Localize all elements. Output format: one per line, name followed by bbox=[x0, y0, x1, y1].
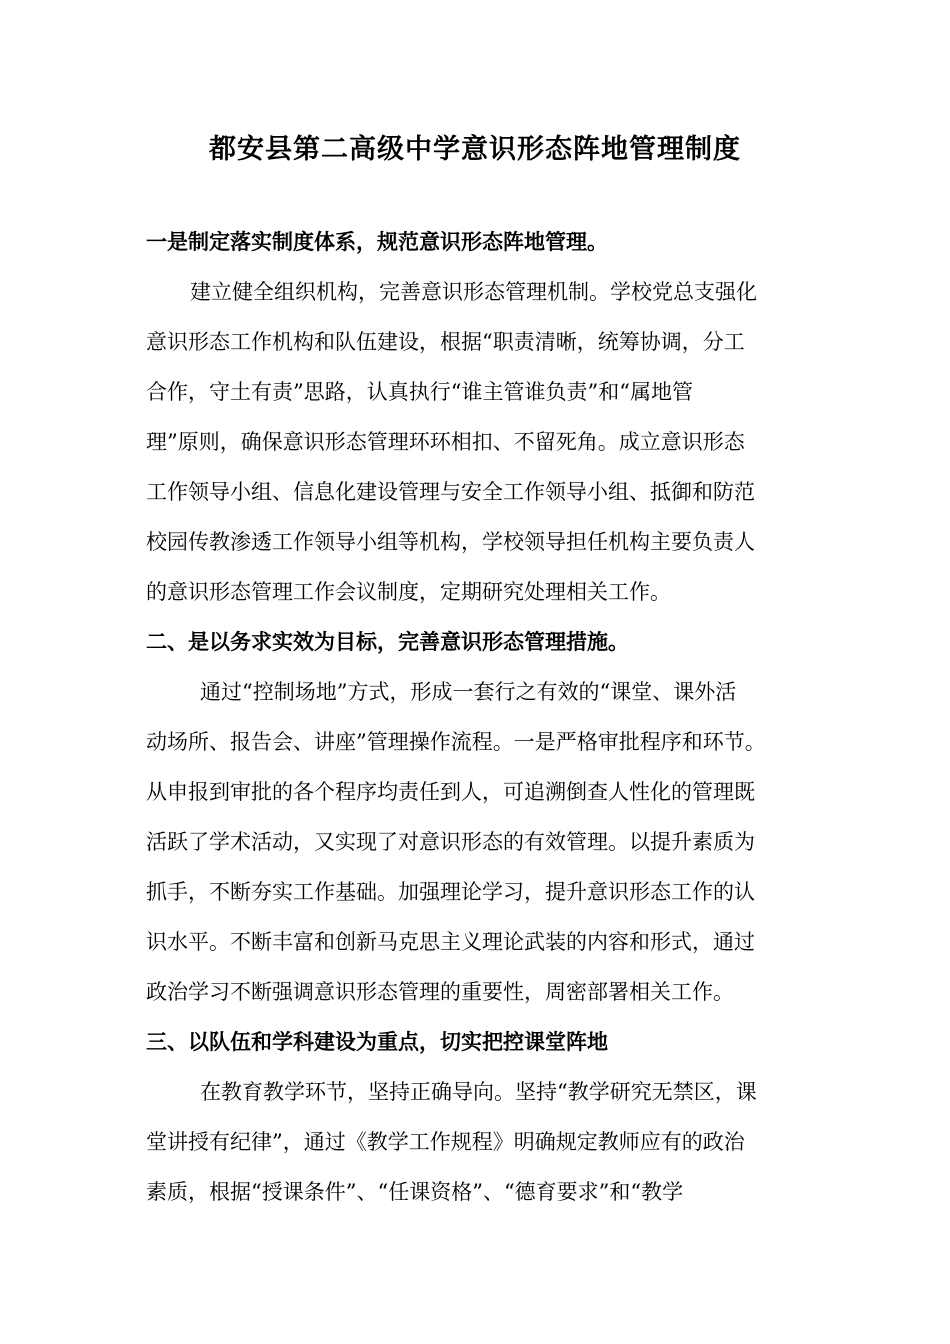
body-line: 工作领导小组、信息化建设管理与安全工作领导小组、抵御和防范 bbox=[146, 480, 755, 504]
body-line: 的意识形态管理工作会议制度，定期研究处理相关工作。 bbox=[146, 580, 671, 604]
section-heading-3: 三、以队伍和学科建设为重点，切实把控课堂阵地 bbox=[146, 1029, 608, 1054]
body-line: 动场所、报告会、讲座”管理操作流程。一是严格审批程序和环节。 bbox=[146, 730, 766, 754]
body-line: 校园传教渗透工作领导小组等机构，学校领导担任机构主要负责人 bbox=[146, 530, 755, 554]
body-line: 活跃了学术活动，又实现了对意识形态的有效管理。以提升素质为 bbox=[146, 830, 755, 854]
section-heading-2: 二、是以务求实效为目标，完善意识形态管理措施。 bbox=[146, 629, 629, 654]
body-line: 素质，根据“授课条件”、“任课资格”、“德育要求”和“教学 bbox=[146, 1180, 684, 1204]
body-line: 从申报到审批的各个程序均责任到人，可追溯倒查人性化的管理既 bbox=[146, 780, 755, 804]
body-line: 在教育教学环节，坚持正确导向。坚持“教学研究无禁区，课 bbox=[200, 1080, 757, 1104]
body-line: 抓手，不断夯实工作基础。加强理论学习，提升意识形态工作的认 bbox=[146, 880, 755, 904]
document-title: 都安县第二高级中学意识形态阵地管理制度 bbox=[209, 134, 741, 165]
body-line: 识水平。不断丰富和创新马克思主义理论武装的内容和形式，通过 bbox=[146, 930, 755, 954]
body-line: 通过“控制场地”方式，形成一套行之有效的“课堂、课外活 bbox=[200, 680, 737, 704]
body-line: 堂讲授有纪律”，通过《教学工作规程》明确规定教师应有的政治 bbox=[146, 1130, 745, 1154]
body-line: 理”原则，确保意识形态管理环环相扣、不留死角。成立意识形态 bbox=[146, 430, 745, 454]
body-line: 意识形态工作机构和队伍建设，根据“职责清晰，统筹协调，分工 bbox=[146, 330, 745, 354]
body-line: 合作，守土有责”思路，认真执行“谁主管谁负责”和“属地管 bbox=[146, 380, 693, 404]
body-line: 政治学习不断强调意识形态管理的重要性，周密部署相关工作。 bbox=[146, 980, 734, 1004]
section-heading-1: 一是制定落实制度体系，规范意识形态阵地管理。 bbox=[146, 229, 608, 254]
body-line: 建立健全组织机构，完善意识形态管理机制。学校党总支强化 bbox=[190, 280, 757, 304]
